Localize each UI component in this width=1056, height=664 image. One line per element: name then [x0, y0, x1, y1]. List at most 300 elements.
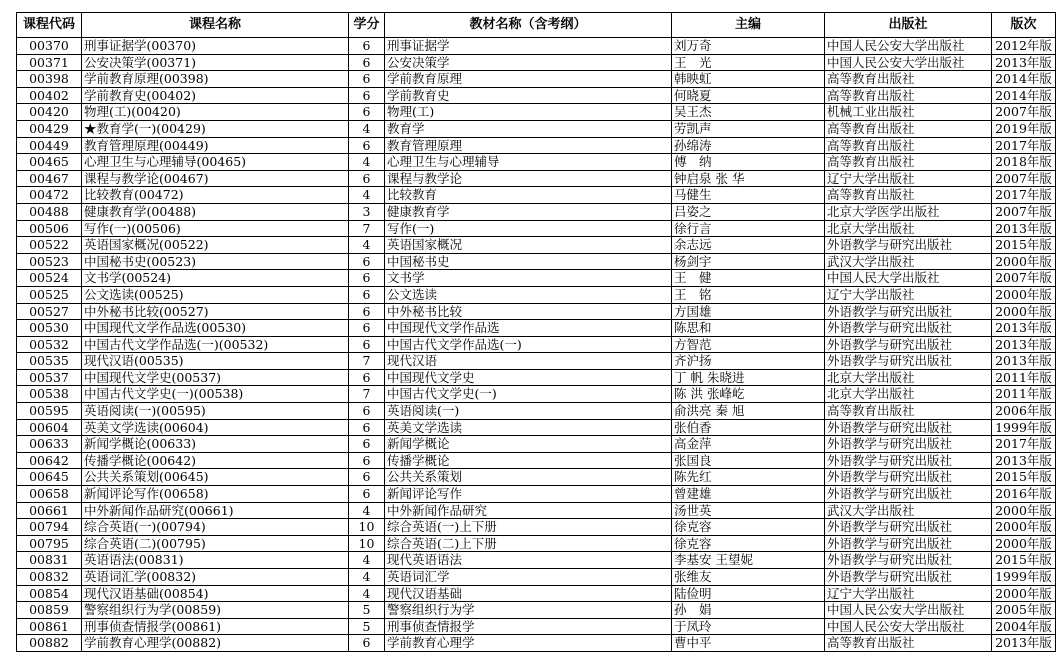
- textbook-table: [16, 12, 1056, 652]
- cell-credits: 6: [349, 320, 385, 337]
- table-row: [17, 286, 1056, 303]
- cell-course-name: 综合英语(二)(00795): [82, 535, 349, 552]
- cell-course-name: 文书学(00524): [82, 270, 349, 287]
- cell-textbook-name: 新闻学概论: [385, 436, 672, 453]
- cell-credits: 6: [349, 253, 385, 270]
- table-body: [17, 38, 1056, 652]
- cell-editor: 陆俭明: [672, 585, 825, 602]
- cell-publisher: 外语教学与研究出版社: [825, 336, 992, 353]
- cell-editor: 劳凯声: [672, 120, 825, 137]
- cell-editor: 王 光: [672, 54, 825, 71]
- header-textbook-name: 教材名称（含考纲）: [385, 13, 672, 38]
- cell-textbook-name: 中国现代文学作品选: [385, 320, 672, 337]
- cell-course-code: 00658: [17, 486, 82, 503]
- cell-edition: 2013年版: [992, 54, 1056, 71]
- cell-course-name: 中国古代文学作品选(一)(00532): [82, 336, 349, 353]
- cell-credits: 4: [349, 585, 385, 602]
- cell-textbook-name: 综合英语(一)上下册: [385, 519, 672, 536]
- cell-textbook-name: 英语阅读(一): [385, 403, 672, 420]
- cell-credits: 4: [349, 187, 385, 204]
- cell-publisher: 中国人民公安大学出版社: [825, 618, 992, 635]
- cell-publisher: 高等教育出版社: [825, 403, 992, 420]
- cell-course-name: 写作(一)(00506): [82, 220, 349, 237]
- cell-textbook-name: 新闻评论写作: [385, 486, 672, 503]
- cell-textbook-name: 刑事侦查情报学: [385, 618, 672, 635]
- cell-course-name: 传播学概论(00642): [82, 452, 349, 469]
- cell-course-code: 00633: [17, 436, 82, 453]
- cell-course-code: 00604: [17, 419, 82, 436]
- cell-course-code: 00861: [17, 618, 82, 635]
- cell-textbook-name: 比较教育: [385, 187, 672, 204]
- cell-course-name: 刑事侦查情报学(00861): [82, 618, 349, 635]
- cell-credits: 6: [349, 71, 385, 88]
- cell-edition: 2011年版: [992, 369, 1056, 386]
- table-row: [17, 303, 1056, 320]
- table-row: [17, 203, 1056, 220]
- cell-course-name: 物理(工)(00420): [82, 104, 349, 121]
- cell-editor: 曾建雄: [672, 486, 825, 503]
- cell-textbook-name: 英语国家概况: [385, 237, 672, 254]
- cell-course-code: 00472: [17, 187, 82, 204]
- cell-textbook-name: 英语词汇学: [385, 569, 672, 586]
- cell-edition: 2016年版: [992, 486, 1056, 503]
- table-row: [17, 618, 1056, 635]
- table-row: [17, 187, 1056, 204]
- cell-course-code: 00795: [17, 535, 82, 552]
- cell-course-code: 00371: [17, 54, 82, 71]
- table-row: [17, 137, 1056, 154]
- cell-editor: 马健生: [672, 187, 825, 204]
- table-row: [17, 369, 1056, 386]
- table-row: [17, 452, 1056, 469]
- cell-credits: 5: [349, 602, 385, 619]
- cell-edition: 2017年版: [992, 187, 1056, 204]
- cell-editor: 丁 帆 朱晓进: [672, 369, 825, 386]
- cell-editor: 吕姿之: [672, 203, 825, 220]
- cell-course-name: 公文选读(00525): [82, 286, 349, 303]
- cell-edition: 2013年版: [992, 452, 1056, 469]
- table-row: [17, 220, 1056, 237]
- cell-course-code: 00794: [17, 519, 82, 536]
- table-row: [17, 585, 1056, 602]
- cell-publisher: 中国人民公安大学出版社: [825, 602, 992, 619]
- cell-course-name: 课程与教学论(00467): [82, 170, 349, 187]
- header-course-code: 课程代码: [17, 13, 82, 38]
- cell-editor: 张维友: [672, 569, 825, 586]
- cell-course-code: 00488: [17, 203, 82, 220]
- cell-textbook-name: 物理(工): [385, 104, 672, 121]
- table-row: [17, 386, 1056, 403]
- cell-publisher: 高等教育出版社: [825, 120, 992, 137]
- cell-textbook-name: 健康教育学: [385, 203, 672, 220]
- cell-edition: 2007年版: [992, 203, 1056, 220]
- cell-publisher: 外语教学与研究出版社: [825, 452, 992, 469]
- cell-edition: 2015年版: [992, 552, 1056, 569]
- cell-course-name: 英语国家概况(00522): [82, 237, 349, 254]
- cell-course-code: 00537: [17, 369, 82, 386]
- cell-publisher: 北京大学出版社: [825, 369, 992, 386]
- cell-textbook-name: 中外秘书比较: [385, 303, 672, 320]
- cell-credits: 3: [349, 203, 385, 220]
- cell-edition: 2000年版: [992, 253, 1056, 270]
- cell-publisher: 辽宁大学出版社: [825, 286, 992, 303]
- table-row: [17, 104, 1056, 121]
- cell-edition: 2013年版: [992, 220, 1056, 237]
- cell-edition: 2004年版: [992, 618, 1056, 635]
- cell-publisher: 高等教育出版社: [825, 71, 992, 88]
- cell-credits: 6: [349, 469, 385, 486]
- header-course-name: 课程名称: [82, 13, 349, 38]
- cell-editor: 齐沪扬: [672, 353, 825, 370]
- cell-textbook-name: 中国古代文学作品选(一): [385, 336, 672, 353]
- cell-publisher: 辽宁大学出版社: [825, 585, 992, 602]
- cell-publisher: 高等教育出版社: [825, 137, 992, 154]
- cell-credits: 7: [349, 220, 385, 237]
- table-row: [17, 635, 1056, 652]
- cell-textbook-name: 中外新闻作品研究: [385, 502, 672, 519]
- table-row: [17, 403, 1056, 420]
- cell-credits: 6: [349, 38, 385, 55]
- table-row: [17, 519, 1056, 536]
- cell-credits: 6: [349, 54, 385, 71]
- cell-edition: 1999年版: [992, 569, 1056, 586]
- cell-course-code: 00645: [17, 469, 82, 486]
- cell-editor: 刘万奇: [672, 38, 825, 55]
- cell-textbook-name: 中国秘书史: [385, 253, 672, 270]
- cell-publisher: 外语教学与研究出版社: [825, 303, 992, 320]
- cell-course-name: 现代汉语基础(00854): [82, 585, 349, 602]
- cell-textbook-name: 中国古代文学史(一): [385, 386, 672, 403]
- table-row: [17, 469, 1056, 486]
- cell-editor: 韩映虹: [672, 71, 825, 88]
- cell-edition: 2012年版: [992, 38, 1056, 55]
- table-row: [17, 535, 1056, 552]
- cell-editor: 俞洪亮 秦 旭: [672, 403, 825, 420]
- cell-course-name: 教育管理原理(00449): [82, 137, 349, 154]
- cell-credits: 6: [349, 452, 385, 469]
- cell-publisher: 外语教学与研究出版社: [825, 569, 992, 586]
- cell-editor: 余志远: [672, 237, 825, 254]
- cell-textbook-name: 传播学概论: [385, 452, 672, 469]
- cell-textbook-name: 学前教育史: [385, 87, 672, 104]
- cell-textbook-name: 综合英语(二)上下册: [385, 535, 672, 552]
- cell-course-code: 00530: [17, 320, 82, 337]
- cell-publisher: 外语教学与研究出版社: [825, 535, 992, 552]
- cell-publisher: 高等教育出版社: [825, 187, 992, 204]
- table-row: [17, 120, 1056, 137]
- table-row: [17, 320, 1056, 337]
- table-row: [17, 419, 1056, 436]
- cell-credits: 7: [349, 386, 385, 403]
- cell-course-name: 健康教育学(00488): [82, 203, 349, 220]
- textbook-table-page: [16, 12, 1056, 652]
- cell-course-name: 比较教育(00472): [82, 187, 349, 204]
- cell-textbook-name: 现代汉语基础: [385, 585, 672, 602]
- cell-editor: 何晓夏: [672, 87, 825, 104]
- cell-editor: 傅 纳: [672, 154, 825, 171]
- table-row: [17, 54, 1056, 71]
- cell-credits: 6: [349, 336, 385, 353]
- cell-edition: 2015年版: [992, 237, 1056, 254]
- cell-edition: 2000年版: [992, 519, 1056, 536]
- cell-course-name: 学前教育原理(00398): [82, 71, 349, 88]
- cell-credits: 6: [349, 403, 385, 420]
- cell-credits: 4: [349, 120, 385, 137]
- cell-textbook-name: 现代英语语法: [385, 552, 672, 569]
- cell-publisher: 外语教学与研究出版社: [825, 486, 992, 503]
- cell-course-code: 00832: [17, 569, 82, 586]
- cell-edition: 2011年版: [992, 386, 1056, 403]
- cell-edition: 2000年版: [992, 535, 1056, 552]
- cell-publisher: 外语教学与研究出版社: [825, 469, 992, 486]
- cell-edition: 2017年版: [992, 137, 1056, 154]
- cell-credits: 6: [349, 286, 385, 303]
- cell-course-name: 中国现代文学作品选(00530): [82, 320, 349, 337]
- cell-publisher: 中国人民公安大学出版社: [825, 54, 992, 71]
- cell-publisher: 武汉大学出版社: [825, 502, 992, 519]
- table-row: [17, 253, 1056, 270]
- cell-credits: 10: [349, 535, 385, 552]
- cell-course-name: 学前教育史(00402): [82, 87, 349, 104]
- cell-edition: 1999年版: [992, 419, 1056, 436]
- cell-textbook-name: 中国现代文学史: [385, 369, 672, 386]
- cell-publisher: 外语教学与研究出版社: [825, 519, 992, 536]
- cell-credits: 6: [349, 436, 385, 453]
- cell-course-name: 英语阅读(一)(00595): [82, 403, 349, 420]
- cell-editor: 孙 娟: [672, 602, 825, 619]
- cell-publisher: 武汉大学出版社: [825, 253, 992, 270]
- cell-edition: 2015年版: [992, 469, 1056, 486]
- table-row: [17, 38, 1056, 55]
- cell-course-name: 中外新闻作品研究(00661): [82, 502, 349, 519]
- cell-publisher: 外语教学与研究出版社: [825, 419, 992, 436]
- cell-course-name: 新闻学概论(00633): [82, 436, 349, 453]
- cell-edition: 2014年版: [992, 87, 1056, 104]
- cell-credits: 4: [349, 154, 385, 171]
- cell-course-code: 00535: [17, 353, 82, 370]
- table-row: [17, 170, 1056, 187]
- cell-textbook-name: 学前教育心理学: [385, 635, 672, 652]
- cell-editor: 曹中平: [672, 635, 825, 652]
- cell-edition: 2000年版: [992, 502, 1056, 519]
- cell-course-code: 00527: [17, 303, 82, 320]
- table-row: [17, 270, 1056, 287]
- cell-course-name: 心理卫生与心理辅导(00465): [82, 154, 349, 171]
- header-publisher: 出版社: [825, 13, 992, 38]
- cell-credits: 6: [349, 137, 385, 154]
- cell-edition: 2013年版: [992, 353, 1056, 370]
- cell-course-name: 新闻评论写作(00658): [82, 486, 349, 503]
- cell-editor: 高金萍: [672, 436, 825, 453]
- cell-course-name: 中国现代文学史(00537): [82, 369, 349, 386]
- cell-course-code: 00831: [17, 552, 82, 569]
- cell-credits: 4: [349, 569, 385, 586]
- cell-textbook-name: 公共关系策划: [385, 469, 672, 486]
- cell-publisher: 辽宁大学出版社: [825, 170, 992, 187]
- header-row: [17, 13, 1056, 38]
- cell-course-code: 00420: [17, 104, 82, 121]
- cell-edition: 2005年版: [992, 602, 1056, 619]
- cell-course-name: 英美文学选读(00604): [82, 419, 349, 436]
- table-row: [17, 71, 1056, 88]
- cell-editor: 徐克容: [672, 519, 825, 536]
- cell-publisher: 北京大学医学出版社: [825, 203, 992, 220]
- table-row: [17, 353, 1056, 370]
- cell-edition: 2013年版: [992, 635, 1056, 652]
- cell-publisher: 高等教育出版社: [825, 87, 992, 104]
- cell-course-code: 00661: [17, 502, 82, 519]
- cell-credits: 6: [349, 369, 385, 386]
- cell-editor: 吴王杰: [672, 104, 825, 121]
- cell-editor: 陈先红: [672, 469, 825, 486]
- table-row: [17, 87, 1056, 104]
- cell-textbook-name: 现代汉语: [385, 353, 672, 370]
- cell-textbook-name: 公文选读: [385, 286, 672, 303]
- cell-course-code: 00449: [17, 137, 82, 154]
- cell-course-code: 00522: [17, 237, 82, 254]
- cell-credits: 6: [349, 486, 385, 503]
- cell-editor: 方国雄: [672, 303, 825, 320]
- cell-course-name: 中国古代文学史(一)(00538): [82, 386, 349, 403]
- cell-credits: 6: [349, 104, 385, 121]
- cell-course-code: 00595: [17, 403, 82, 420]
- table-row: [17, 486, 1056, 503]
- cell-credits: 6: [349, 87, 385, 104]
- cell-editor: 陈思和: [672, 320, 825, 337]
- cell-editor: 李基安 王望妮: [672, 552, 825, 569]
- cell-course-code: 00467: [17, 170, 82, 187]
- cell-course-code: 00642: [17, 452, 82, 469]
- cell-edition: 2006年版: [992, 403, 1056, 420]
- header-editor: 主编: [672, 13, 825, 38]
- cell-publisher: 外语教学与研究出版社: [825, 353, 992, 370]
- cell-textbook-name: 刑事证据学: [385, 38, 672, 55]
- cell-edition: 2007年版: [992, 104, 1056, 121]
- cell-textbook-name: 英美文学选读: [385, 419, 672, 436]
- cell-credits: 7: [349, 353, 385, 370]
- cell-editor: 王 铭: [672, 286, 825, 303]
- cell-course-code: 00398: [17, 71, 82, 88]
- table-row: [17, 154, 1056, 171]
- cell-editor: 方智范: [672, 336, 825, 353]
- cell-editor: 孙绵涛: [672, 137, 825, 154]
- cell-course-code: 00538: [17, 386, 82, 403]
- cell-editor: 钟启泉 张 华: [672, 170, 825, 187]
- cell-credits: 4: [349, 552, 385, 569]
- table-row: [17, 502, 1056, 519]
- cell-edition: 2017年版: [992, 436, 1056, 453]
- cell-editor: 王 健: [672, 270, 825, 287]
- header-edition: 版次: [992, 13, 1056, 38]
- cell-course-name: 中国秘书史(00523): [82, 253, 349, 270]
- cell-edition: 2013年版: [992, 320, 1056, 337]
- cell-publisher: 高等教育出版社: [825, 635, 992, 652]
- cell-editor: 于凤玲: [672, 618, 825, 635]
- cell-edition: 2018年版: [992, 154, 1056, 171]
- cell-edition: 2019年版: [992, 120, 1056, 137]
- cell-publisher: 机械工业出版社: [825, 104, 992, 121]
- cell-credits: 4: [349, 502, 385, 519]
- cell-course-code: 00525: [17, 286, 82, 303]
- cell-course-name: 学前教育心理学(00882): [82, 635, 349, 652]
- cell-textbook-name: 教育管理原理: [385, 137, 672, 154]
- cell-course-name: ★教育学(一)(00429): [82, 120, 349, 137]
- cell-course-code: 00506: [17, 220, 82, 237]
- cell-edition: 2013年版: [992, 336, 1056, 353]
- cell-course-name: 刑事证据学(00370): [82, 38, 349, 55]
- cell-textbook-name: 文书学: [385, 270, 672, 287]
- cell-credits: 10: [349, 519, 385, 536]
- cell-edition: 2000年版: [992, 585, 1056, 602]
- header-credits: 学分: [349, 13, 385, 38]
- cell-textbook-name: 教育学: [385, 120, 672, 137]
- cell-edition: 2007年版: [992, 270, 1056, 287]
- cell-editor: 徐行言: [672, 220, 825, 237]
- cell-course-name: 英语词汇学(00832): [82, 569, 349, 586]
- cell-editor: 杨剑宇: [672, 253, 825, 270]
- cell-publisher: 外语教学与研究出版社: [825, 552, 992, 569]
- cell-publisher: 北京大学出版社: [825, 386, 992, 403]
- cell-textbook-name: 写作(一): [385, 220, 672, 237]
- cell-course-code: 00859: [17, 602, 82, 619]
- cell-course-code: 00402: [17, 87, 82, 104]
- table-row: [17, 237, 1056, 254]
- cell-edition: 2007年版: [992, 170, 1056, 187]
- cell-publisher: 高等教育出版社: [825, 154, 992, 171]
- cell-course-name: 中外秘书比较(00527): [82, 303, 349, 320]
- cell-edition: 2000年版: [992, 286, 1056, 303]
- table-row: [17, 336, 1056, 353]
- cell-publisher: 中国人民大学出版社: [825, 270, 992, 287]
- cell-credits: 6: [349, 635, 385, 652]
- cell-course-code: 00370: [17, 38, 82, 55]
- cell-credits: 6: [349, 170, 385, 187]
- cell-publisher: 中国人民公安大学出版社: [825, 38, 992, 55]
- cell-course-name: 公安决策学(00371): [82, 54, 349, 71]
- cell-publisher: 外语教学与研究出版社: [825, 436, 992, 453]
- cell-editor: 汤世英: [672, 502, 825, 519]
- cell-course-name: 综合英语(一)(00794): [82, 519, 349, 536]
- cell-course-code: 00882: [17, 635, 82, 652]
- cell-course-name: 公共关系策划(00645): [82, 469, 349, 486]
- cell-credits: 4: [349, 237, 385, 254]
- table-row: [17, 569, 1056, 586]
- cell-credits: 6: [349, 270, 385, 287]
- table-row: [17, 602, 1056, 619]
- cell-editor: 张国良: [672, 452, 825, 469]
- cell-course-code: 00429: [17, 120, 82, 137]
- cell-editor: 徐克容: [672, 535, 825, 552]
- cell-course-code: 00523: [17, 253, 82, 270]
- cell-textbook-name: 警察组织行为学: [385, 602, 672, 619]
- cell-textbook-name: 学前教育原理: [385, 71, 672, 88]
- cell-course-code: 00465: [17, 154, 82, 171]
- cell-editor: 陈 洪 张峰屹: [672, 386, 825, 403]
- table-row: [17, 436, 1056, 453]
- cell-textbook-name: 课程与教学论: [385, 170, 672, 187]
- cell-course-code: 00854: [17, 585, 82, 602]
- cell-course-name: 现代汉语(00535): [82, 353, 349, 370]
- cell-course-name: 警察组织行为学(00859): [82, 602, 349, 619]
- cell-publisher: 外语教学与研究出版社: [825, 237, 992, 254]
- cell-edition: 2014年版: [992, 71, 1056, 88]
- cell-credits: 6: [349, 303, 385, 320]
- cell-course-code: 00532: [17, 336, 82, 353]
- cell-publisher: 北京大学出版社: [825, 220, 992, 237]
- cell-textbook-name: 公安决策学: [385, 54, 672, 71]
- cell-credits: 6: [349, 419, 385, 436]
- cell-edition: 2000年版: [992, 303, 1056, 320]
